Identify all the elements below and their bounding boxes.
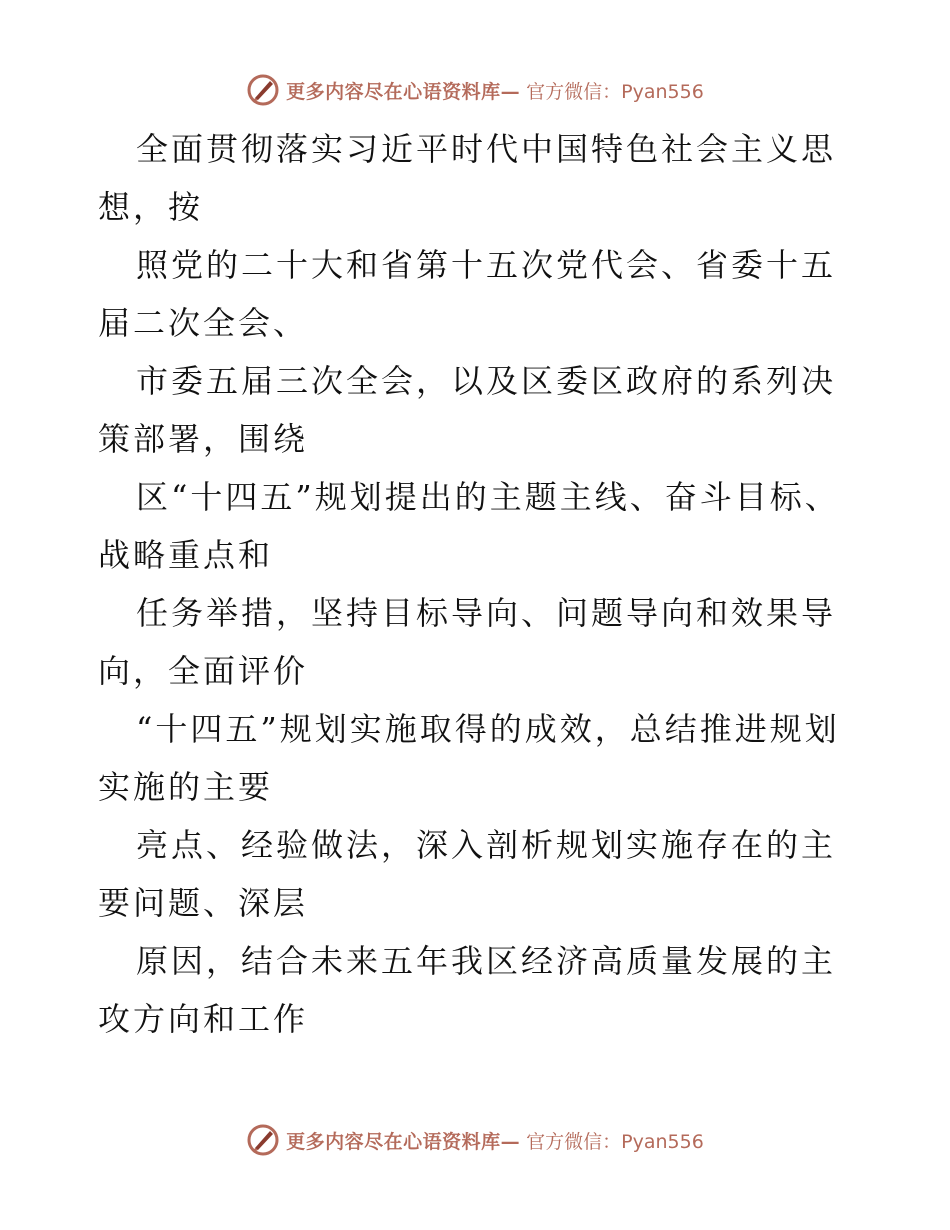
- document-body: [98, 120, 858, 1048]
- paragraph-7: 亮点、经验做法，深入剖析规划实施存在的主要问题、深层: [98, 826, 837, 922]
- quill-pen-logo-icon: [246, 1123, 280, 1157]
- paragraph-8: 原因，结合未来五年我区经济高质量发展的主攻方向和工作: [98, 942, 837, 1038]
- paragraph-4: 区“十四五”规划提出的主题主线、奋斗目标、战略重点和: [98, 478, 840, 574]
- quill-pen-logo-icon: [246, 73, 280, 107]
- paragraph-2: 照党的二十大和省第十五次党代会、省委十五届二次全会、: [98, 246, 837, 342]
- header-watermark: [0, 70, 950, 110]
- header-wechat-text: 官方微信：Pyan556: [526, 80, 704, 103]
- footer-watermark: [0, 1120, 950, 1160]
- paragraph-6: “十四五”规划实施取得的成效，总结推进规划实施的主要: [98, 710, 840, 806]
- header-brand-text: 更多内容尽在心语资料库—: [286, 80, 521, 103]
- paragraph-3: 市委五届三次全会，以及区委区政府的系列决策部署，围绕: [98, 362, 837, 458]
- footer-wechat-text: 官方微信：Pyan556: [526, 1130, 704, 1153]
- footer-brand-text: 更多内容尽在心语资料库—: [286, 1130, 521, 1153]
- paragraph-1: 全面贯彻落实习近平时代中国特色社会主义思想，按: [98, 130, 837, 226]
- paragraph-5: 任务举措，坚持目标导向、问题导向和效果导向，全面评价: [98, 594, 837, 690]
